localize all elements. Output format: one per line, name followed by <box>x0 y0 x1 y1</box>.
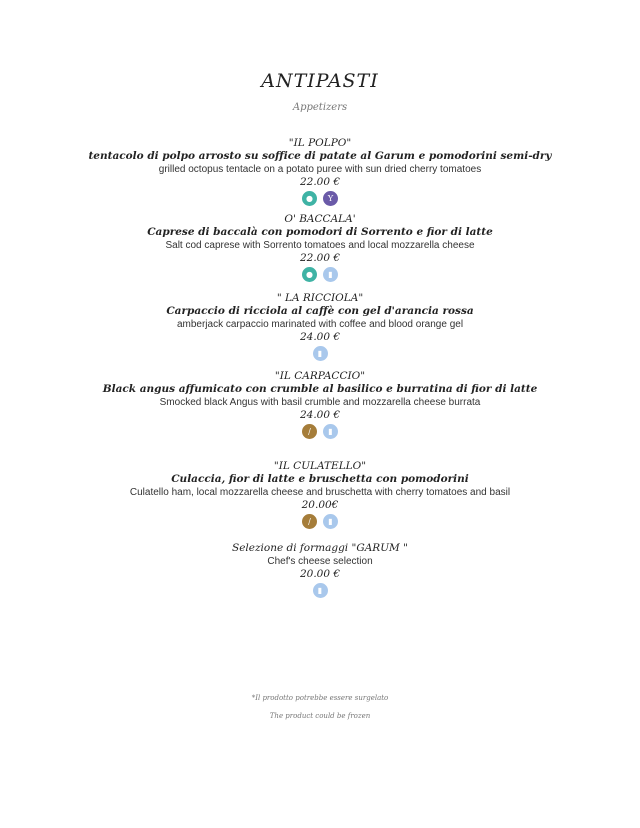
allergen-icons <box>0 191 640 206</box>
item-description-en: Salt cod caprese with Sorrento tomatoes and local mozzarella cheese <box>165 240 475 251</box>
item-name: "IL POLPO" <box>288 137 352 149</box>
item-price: 24.00 € <box>299 409 341 421</box>
menu-item <box>0 137 640 206</box>
dairy-icon: ▮ <box>313 583 328 598</box>
dairy-icon: ▮ <box>313 346 328 361</box>
page-subtitle: Appetizers <box>292 102 348 113</box>
item-description-it: Caprese di baccalà con pomodori di Sorrento e fior di latte <box>147 226 493 238</box>
menu-item <box>0 460 640 529</box>
item-price: 24.00 € <box>299 331 341 343</box>
frozen-note-it: *Il prodotto potrebbe essere surgelato <box>251 694 389 702</box>
item-name: O' BACCALA' <box>284 213 356 225</box>
item-name: "IL CULATELLO" <box>273 460 367 472</box>
dairy-icon: ▮ <box>323 424 338 439</box>
item-name: " LA RICCIOLA" <box>276 292 364 304</box>
allergen-icons <box>0 583 640 598</box>
fish-icon: ● <box>302 191 317 206</box>
item-description-en: Chef's cheese selection <box>267 556 373 567</box>
menu-item <box>0 542 640 598</box>
gluten-icon: / <box>302 424 317 439</box>
allergen-icons <box>0 346 640 361</box>
item-price: 20.00 € <box>299 568 341 580</box>
menu-item <box>0 370 640 439</box>
menu-item <box>0 292 640 361</box>
item-description-en: Smocked black Angus with basil crumble and mozzarella cheese burrata <box>159 397 481 408</box>
allergen-icons <box>0 424 640 439</box>
allergen-icons <box>0 267 640 282</box>
item-description-en: amberjack carpaccio marinated with coffee and blood orange gel <box>176 319 464 330</box>
item-price: 22.00 € <box>299 252 341 264</box>
item-description-it: Black angus affumicato con crumble al basilico e burratina di fior di latte <box>102 383 538 395</box>
shellfish-icon: Y <box>323 191 338 206</box>
item-name: "IL CARPACCIO" <box>274 370 366 382</box>
item-price: 22.00 € <box>299 176 341 188</box>
item-price: 20.00€ <box>301 499 339 511</box>
item-description-en: Culatello ham, local mozzarella cheese and bruschetta with cherry tomatoes and basil <box>129 487 511 498</box>
page-title: ANTIPASTI <box>261 70 379 92</box>
dairy-icon: ▮ <box>323 267 338 282</box>
item-description-it: tentacolo di polpo arrosto su soffice di patate al Garum e pomodorini semi-dry <box>88 150 552 162</box>
item-name: Selezione di formaggi "GARUM " <box>232 542 408 554</box>
frozen-note-en: The product could be frozen <box>269 712 371 720</box>
dairy-icon: ▮ <box>323 514 338 529</box>
item-description-it: Carpaccio di ricciola al caffè con gel d'arancia rossa <box>166 305 474 317</box>
menu-item <box>0 213 640 282</box>
item-description-it: Culaccia, fior di latte e bruschetta con pomodorini <box>171 473 469 485</box>
allergen-icons <box>0 514 640 529</box>
fish-icon: ● <box>302 267 317 282</box>
item-description-en: grilled octopus tentacle on a potato puree with sun dried cherry tomatoes <box>158 164 482 175</box>
gluten-icon: / <box>302 514 317 529</box>
